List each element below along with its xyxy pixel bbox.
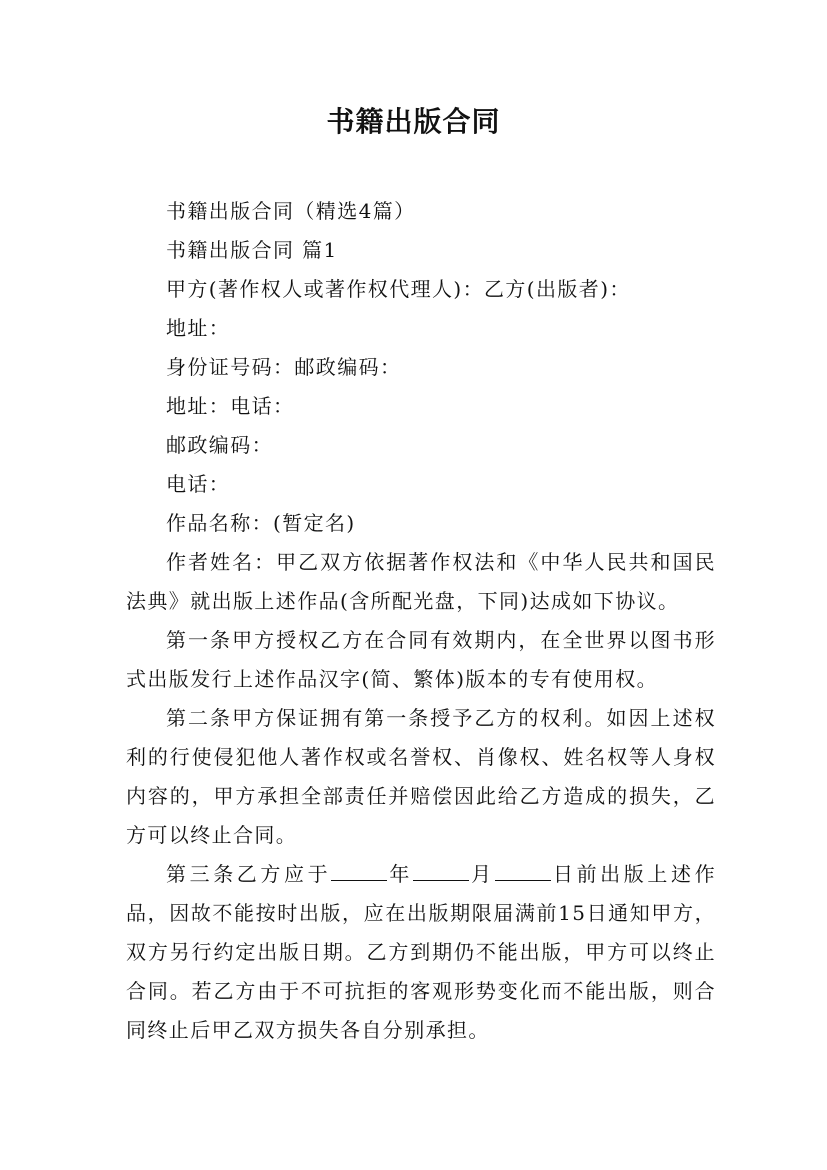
paragraph-postcode: 邮政编码： [166,433,273,457]
paragraph-article-2: 第二条甲方保证拥有第一条授予乙方的权利。如因上述权利的行使侵犯他人著作权或名誉权、肖像权、姓名权等人身权内容的，甲方承担全部责任并赔偿因此给乙方造成的损失，乙方可以终止合同。 [126,706,716,847]
article-3-intro: 第三条乙方应于 [166,862,332,886]
document-body [126,192,716,1050]
article-3-month-label: 月 [468,862,495,886]
year-blank [331,858,387,881]
month-blank [413,858,469,881]
paragraph-address: 地址： [166,316,231,340]
paragraph-subtitle: 书籍出版合同（精选4篇） [166,199,416,223]
paragraph-id-postcode: 身份证号码：邮政编码： [166,355,402,379]
day-blank [495,858,551,881]
paragraph-section-heading: 书籍出版合同 篇1 [166,238,338,262]
article-3-rest: 日前出版上述作品，因故不能按时出版，应在出版期限届满前15日通知甲方，双方另行约定出版日期。乙方到期仍不能出版，甲方可以终止合同。若乙方由于不可抗拒的客观形势变化而不能出版，则合同终止后甲乙双方损失各自分别承担。 [126,862,716,1042]
paragraph-parties: 甲方(著作权人或著作权代理人)：乙方(出版者)： [166,277,631,301]
paragraph-author-agreement: 作者姓名：甲乙双方依据著作权法和《中华人民共和国民法典》就出版上述作品(含所配光盘，下同)达成如下协议。 [126,550,716,613]
paragraph-work-title: 作品名称：(暂定名) [166,511,356,535]
document-title: 书籍出版合同 [326,105,501,138]
paragraph-article-1: 第一条甲方授权乙方在合同有效期内，在全世界以图书形式出版发行上述作品汉字(简、繁体)版本的专有使用权。 [126,628,716,691]
paragraph-article-3 [126,855,716,1050]
article-3-year-label: 年 [387,862,413,886]
paragraph-address-phone: 地址：电话： [166,394,295,418]
paragraph-phone: 电话： [166,472,231,496]
